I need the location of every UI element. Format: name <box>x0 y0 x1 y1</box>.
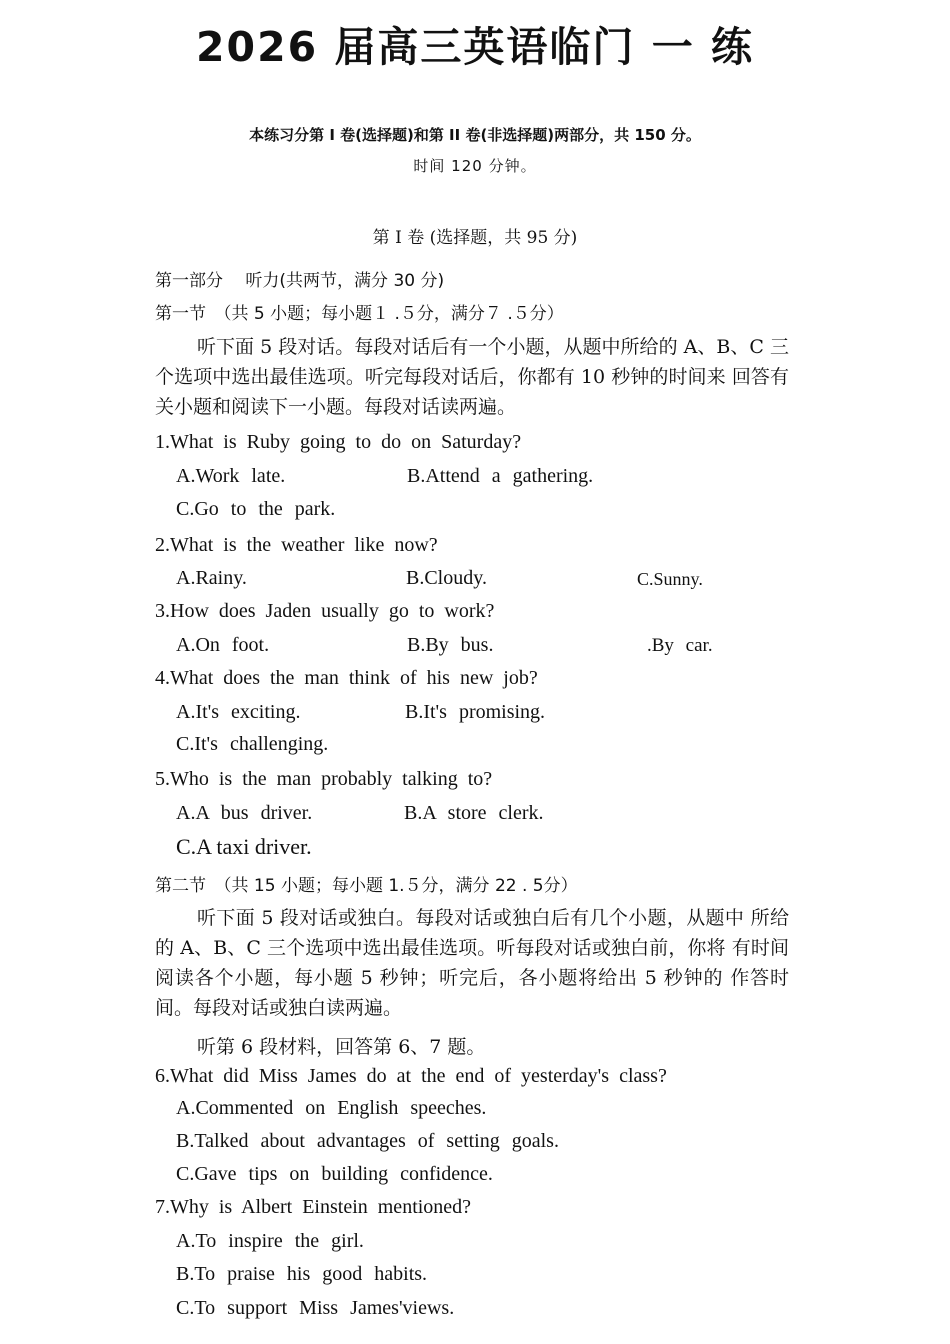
section-heading: 第一节 （共 5 小题；每小题１ .５分，满分７ .５分） <box>155 304 564 324</box>
option-5b: B.A store clerk. <box>404 802 544 824</box>
part-heading: 第一部分 听力(共两节，满分 30 分) <box>155 271 445 291</box>
option-3b: B.By bus. <box>407 634 494 656</box>
option-3c: .By car. <box>647 635 713 656</box>
option-7c: C.To support Miss James'views. <box>176 1297 455 1319</box>
option-2c: C.Sunny. <box>637 569 703 589</box>
option-2a: A.Rainy. <box>176 567 247 589</box>
question-6: 6.What did Miss James do at the end of yesterday's class? <box>155 1065 667 1087</box>
section-instructions: 听下面 5 段对话或独白。每段对话或独白后有几个小题，从题中 所给的 A、B、C 三个选项中选出最佳选项。听每段对话或独白前，你将 有时间阅读各个小题，每小题 5 秒钟；听完后，各小题将给出 5 秒钟的 作答时间。每段对话或独白读两遍。 <box>155 907 789 1019</box>
section-heading: 第二节 （共 15 小题；每小题 1.５分，满分 22 . 5分） <box>155 876 578 896</box>
question-4: 4.What does the man think of his new job? <box>155 667 538 689</box>
material-note: 听第 6 段材料，回答第 6、7 题。 <box>197 1036 486 1058</box>
question-3: 3.How does Jaden usually go to work? <box>155 600 495 622</box>
question-5: 5.Who is the man probably talking to? <box>155 768 493 790</box>
option-2b: B.Cloudy. <box>406 567 487 589</box>
option-5a: A.A bus driver. <box>176 802 313 824</box>
option-6b: B.Talked about advantages of setting goals. <box>176 1130 559 1152</box>
option-7b: B.To praise his good habits. <box>176 1263 428 1285</box>
option-7a: A.To inspire the girl. <box>176 1230 364 1252</box>
question-7: 7.Why is Albert Einstein mentioned? <box>155 1196 472 1218</box>
option-6c: C.Gave tips on building confidence. <box>176 1163 493 1185</box>
option-6a: A.Commented on English speeches. <box>176 1097 487 1119</box>
option-1a: A.Work late. <box>176 465 286 487</box>
option-1b: B.Attend a gathering. <box>407 465 594 487</box>
question-1: 1.What is Ruby going to do on Saturday? <box>155 431 522 453</box>
option-3a: A.On foot. <box>176 634 270 656</box>
option-4a: A.It's exciting. <box>176 701 301 723</box>
page-title: 2026 届高三英语临门 一 练 <box>196 23 754 71</box>
option-1c: C.Go to the park. <box>176 498 336 520</box>
option-4c: C.It's challenging. <box>176 733 329 755</box>
section-instructions: 听下面 5 段对话。每段对话后有一个小题，从题中所给的 A、B、C 三个选项中选出最佳选项。听完每段对话后，你都有 10 秒钟的时间来 回答有关小题和阅读下一小题。每段对话读两遍。 <box>155 336 789 418</box>
option-4b: B.It's promising. <box>405 701 546 723</box>
exam-intro: 本练习分第 I 卷(选择题)和第 II 卷(非选择题)两部分，共 150 分。 <box>249 126 701 144</box>
option-5c: C.A taxi driver. <box>176 834 312 859</box>
volume-heading: 第 Ⅰ 卷 (选择题，共 95 分) <box>372 228 578 248</box>
question-2: 2.What is the weather like now? <box>155 534 438 556</box>
exam-time: 时间 120 分钟。 <box>413 157 537 175</box>
